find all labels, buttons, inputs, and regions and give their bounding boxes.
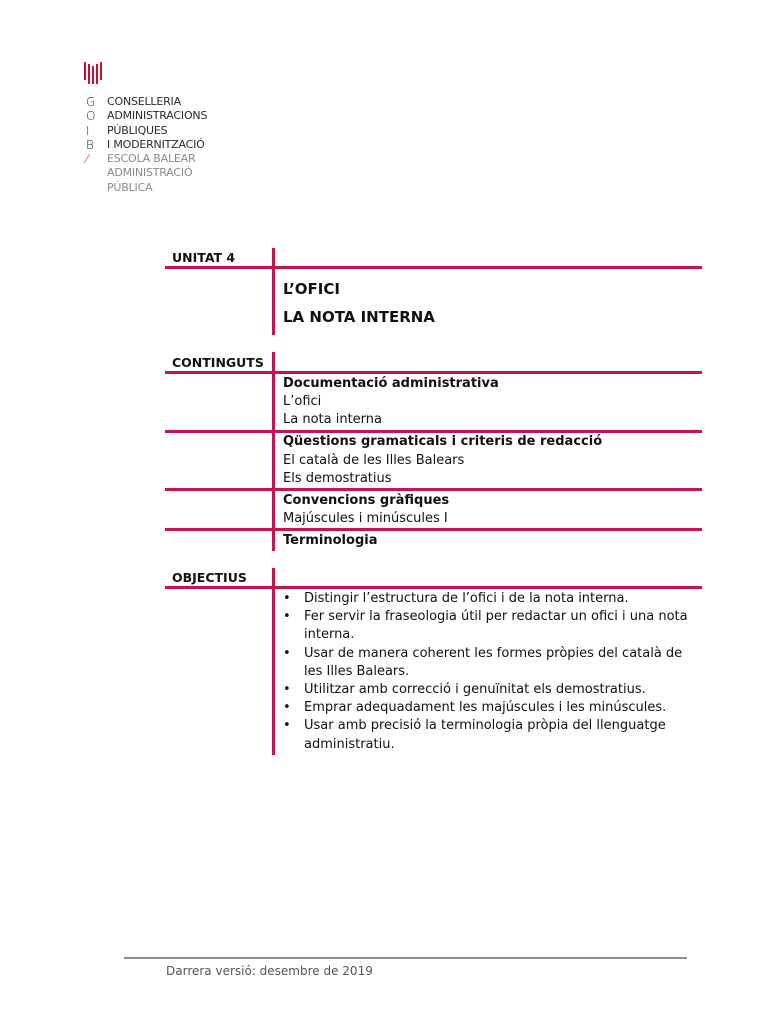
objective-text: Usar amb precisió la terminologia pròpia del llenguatge administratiu. xyxy=(304,718,666,752)
unit-subtitle: LA NOTA INTERNA xyxy=(283,308,435,326)
section-rule xyxy=(165,488,702,491)
list-item xyxy=(283,699,703,717)
section-heading: Qüestions gramaticals i criteris de redacció xyxy=(283,434,603,449)
unit-title: L’OFICI xyxy=(283,280,340,298)
list-item xyxy=(283,645,703,681)
contents-label: CONTINGUTS xyxy=(172,355,264,370)
logo-letter: I xyxy=(86,123,90,138)
unit-rule xyxy=(165,266,702,269)
bullet-icon: • xyxy=(283,591,291,606)
objective-text: Utilitzar amb correcció i genuïnitat els demostratius. xyxy=(304,682,646,698)
bullet-icon: • xyxy=(283,645,291,661)
footer-divider xyxy=(124,957,687,959)
objective-text: Fer servir la fraseologia útil per redactar un ofici i una nota interna. xyxy=(304,609,688,643)
goib-logo-letters xyxy=(86,95,95,166)
section-item: L’ofici xyxy=(283,394,322,409)
bullet-icon: • xyxy=(283,609,291,625)
section-heading: Terminologia xyxy=(283,533,378,548)
unit-label: UNITAT 4 xyxy=(172,250,236,265)
bullet-icon: • xyxy=(283,682,291,698)
section-rule xyxy=(165,528,702,531)
bullet-icon: • xyxy=(283,718,291,734)
contents-rule xyxy=(165,371,702,374)
logo-letter: B xyxy=(86,137,94,152)
department-line: PÚBLIQUES xyxy=(107,123,168,137)
department-line: I MODERNITZACIÓ xyxy=(107,137,205,151)
unit-divider xyxy=(272,248,275,335)
school-line: PÚBLICA xyxy=(107,180,153,194)
section-heading: Documentació administrativa xyxy=(283,376,499,391)
section-item: Majúscules i minúscules I xyxy=(283,511,448,526)
section-rule xyxy=(165,430,702,433)
logo-letter: G xyxy=(86,95,96,109)
department-name xyxy=(107,95,207,195)
school-line: ADMINISTRACIÓ xyxy=(107,166,193,180)
school-line: ESCOLA BALEAR xyxy=(107,152,196,166)
department-line: CONSELLERIA xyxy=(107,95,181,108)
section-item: Els demostratius xyxy=(283,471,392,486)
objectives-rule xyxy=(165,586,702,589)
footer-version: Darrera versió: desembre de 2019 xyxy=(166,964,373,978)
logo-slash-icon: ⁄ xyxy=(86,152,89,167)
objective-text: Emprar adequadament les majúscules i les minúscules. xyxy=(304,700,667,716)
objectives-divider xyxy=(272,568,275,755)
section-item: El català de les Illes Balears xyxy=(283,453,465,468)
goib-emblem-icon xyxy=(84,62,104,84)
section-item: La nota interna xyxy=(283,412,382,427)
bullet-icon: • xyxy=(283,700,291,716)
list-item xyxy=(283,608,703,644)
objective-text: Usar de manera coherent les formes pròpies del català de les Illes Balears. xyxy=(304,645,683,679)
list-item xyxy=(283,681,703,699)
list-item xyxy=(283,590,703,608)
objectives-list xyxy=(283,590,703,754)
contents-divider xyxy=(272,352,275,551)
section-heading: Convencions gràfiques xyxy=(283,493,450,508)
objectives-label: OBJECTIUS xyxy=(172,570,247,585)
department-line: ADMINISTRACIONS xyxy=(107,109,208,123)
objective-text: Distingir l’estructura de l’ofici i de la nota interna. xyxy=(304,591,629,606)
logo-letter: O xyxy=(86,109,96,124)
list-item xyxy=(283,717,703,753)
